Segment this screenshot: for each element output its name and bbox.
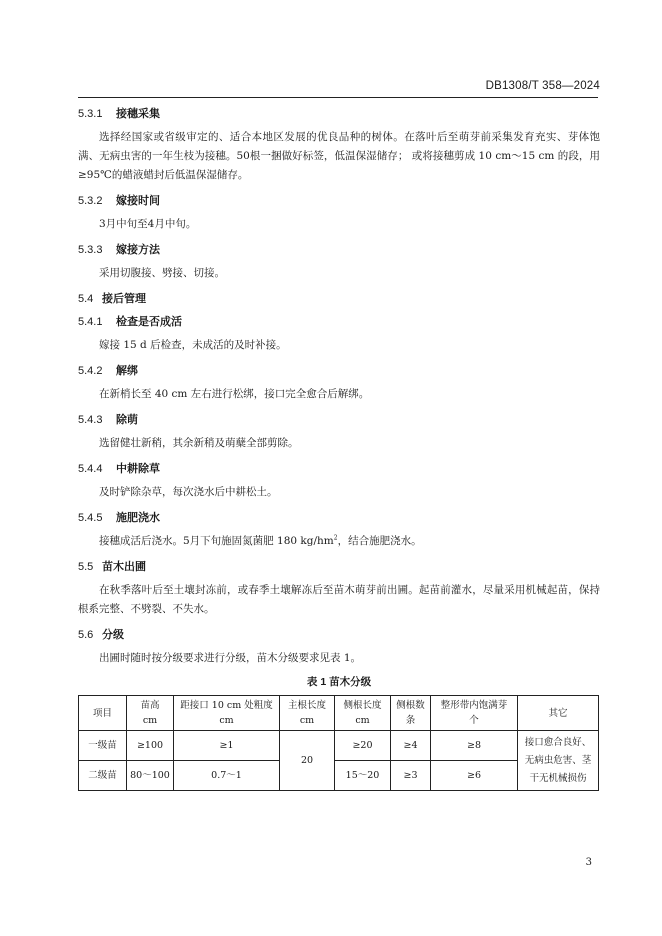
table-cell-other: 接口愈合良好、无病虫危害、茎干无机械损伤 [518,731,599,791]
page-number: 3 [585,857,592,868]
table-cell: ≥8 [431,731,518,761]
table-cell: ≥4 [391,731,431,761]
para-5-4-3: 选留健壮新稍，其余新稍及萌蘖全部剪除。 [99,437,299,449]
para-5-5: 在秋季落叶后至土壤封冻前，或春季土壤解冻后至苗木萌芽前出圃。起苗前灌水，尽量采用机械起苗，保持根系完整、不劈裂、不失水。 [78,584,600,615]
heading-5-3-3: 5.3.3 嫁接方法 [78,244,160,256]
heading-5-3-1: 5.3.1 接穗采集 [78,108,160,120]
header-cell: 整形带内饱满芽 个 [431,696,518,731]
table-row [79,731,599,761]
heading-5-4-2: 5.4.2 解绑 [78,365,138,377]
table-cell: ≥100 [127,731,174,761]
para-5-3-3: 采用切腹接、劈接、切接。 [99,267,225,279]
heading-5-6: 5.6 分级 [78,629,124,641]
heading-5-4: 5.4 接后管理 [78,293,146,305]
table-cell: 一级苗 [79,731,127,761]
table-cell: 80～100 [127,761,174,791]
standard-code: DB1308/T 358—2024 [485,80,600,92]
document-body [78,100,600,791]
table-cell: ≥1 [174,731,280,761]
para-5-4-4: 及时铲除杂草，每次浇水后中耕松土。 [99,486,278,498]
heading-5-4-3: 5.4.3 除萌 [78,414,138,426]
header-cell: 主根长度 cm [280,696,335,731]
header-cell: 项目 [79,696,127,731]
table-cell: ≥3 [391,761,431,791]
seedling-grading-table [78,695,599,791]
table-cell: 二级苗 [79,761,127,791]
header-cell: 其它 [518,696,599,731]
para-5-4-1: 嫁接 15 d 后检查，未成活的及时补接。 [99,339,287,351]
header-cell: 苗高 cm [127,696,174,731]
heading-5-4-4: 5.4.4 中耕除草 [78,463,160,475]
table-header-row [79,696,599,731]
header-cell: 侧根数 条 [391,696,431,731]
para-5-3-1: 选择经国家或省级审定的、适合本地区发展的优良品种的树体。在落叶后至萌芽前采集发育充实、芽体饱满、无病虫害的一年生枝为接穗。50根一捆做好标签，低温保湿储存； 或将接穗剪成 10 cm～15 cm 的段，用≥95℃的蜡液蜡封后低温保湿储存。 [78,131,600,181]
para-5-4-2: 在新梢长至 40 cm 左右进行松绑，接口完全愈合后解绑。 [99,388,370,400]
table-title: 表 1 苗木分级 [306,676,372,688]
heading-5-3-2: 5.3.2 嫁接时间 [78,195,160,207]
table-cell-main-root: 20 [280,731,335,791]
para-5-3-2: 3月中旬至4月中旬。 [99,218,197,230]
para-5-4-5: 接穗成活后浇水。5月下旬施固氮菌肥 180 $kg/hm^2$，结合施肥浇水。 [99,534,422,547]
table-cell: ≥6 [431,761,518,791]
table-cell: ≥20 [335,731,391,761]
header-cell: 距接口 10 cm 处粗度 cm [174,696,280,731]
heading-5-4-1: 5.4.1 检查是否成活 [78,316,182,328]
heading-5-5: 5.5 苗木出圃 [78,561,146,573]
para-5-6: 出圃时随时按分级要求进行分级，苗木分级要求见表 1。 [99,652,362,664]
table-cell: 0.7～1 [174,761,280,791]
header-rule [78,97,598,98]
header-cell: 侧根长度 cm [335,696,391,731]
heading-5-4-5: 5.4.5 施肥浇水 [78,512,160,524]
table-cell: 15～20 [335,761,391,791]
